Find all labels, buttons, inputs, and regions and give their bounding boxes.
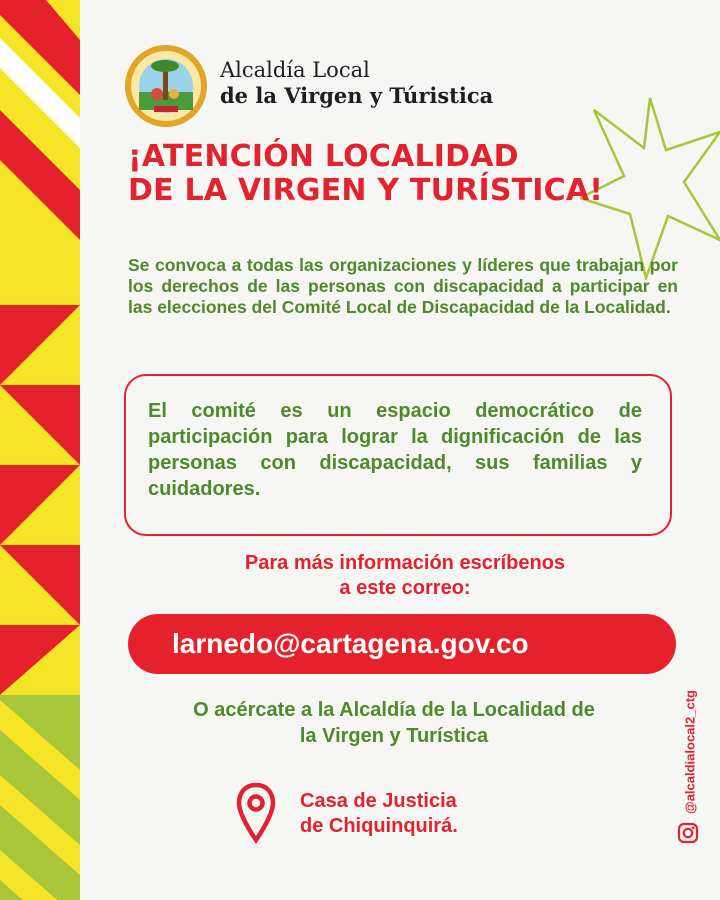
more-info-line2: a este correo: xyxy=(339,577,471,599)
visit-text xyxy=(124,697,664,749)
headline-line2: DE LA VIRGEN Y TURÍSTICA! xyxy=(128,173,604,208)
org-name-line2: de la Virgen y Túristica xyxy=(220,83,494,109)
callout-text: El comité es un espacio democrático de participación para lograr la dignificación de las personas con discapacidad, sus familias y cuidadores. xyxy=(148,400,642,500)
instagram-handle[interactable]: @alcaldialocal2_ctg xyxy=(682,690,698,814)
more-info-text xyxy=(160,551,650,601)
headline-line1: ¡ATENCIÓN LOCALIDAD xyxy=(128,139,519,174)
decorative-side-pattern xyxy=(0,0,80,900)
more-info-line1: Para más información escríbenos xyxy=(244,552,566,574)
org-name-line1: Alcaldía Local xyxy=(220,58,370,82)
place-line1: Casa de Justicia xyxy=(300,790,457,812)
intro-paragraph: Se convoca a todas las organizaciones y líderes que trabajan por los derechos de las personas con discapacidad a participar en las elecciones del Comité Local de Discapacidad de la Localidad. xyxy=(128,255,678,317)
place-name xyxy=(300,789,458,839)
place-line2: de Chiquinquirá. xyxy=(300,815,458,837)
email-link[interactable]: larnedo@cartagena.gov.co xyxy=(172,628,529,659)
headline xyxy=(128,140,648,208)
visit-line1: O acércate a la Alcaldía de la Localidad de xyxy=(193,699,595,721)
city-seal-logo xyxy=(124,44,208,128)
location-pin-icon xyxy=(236,782,276,844)
org-name xyxy=(220,58,493,108)
instagram-icon[interactable] xyxy=(677,822,699,844)
visit-line2: la Virgen y Turística xyxy=(299,725,489,747)
